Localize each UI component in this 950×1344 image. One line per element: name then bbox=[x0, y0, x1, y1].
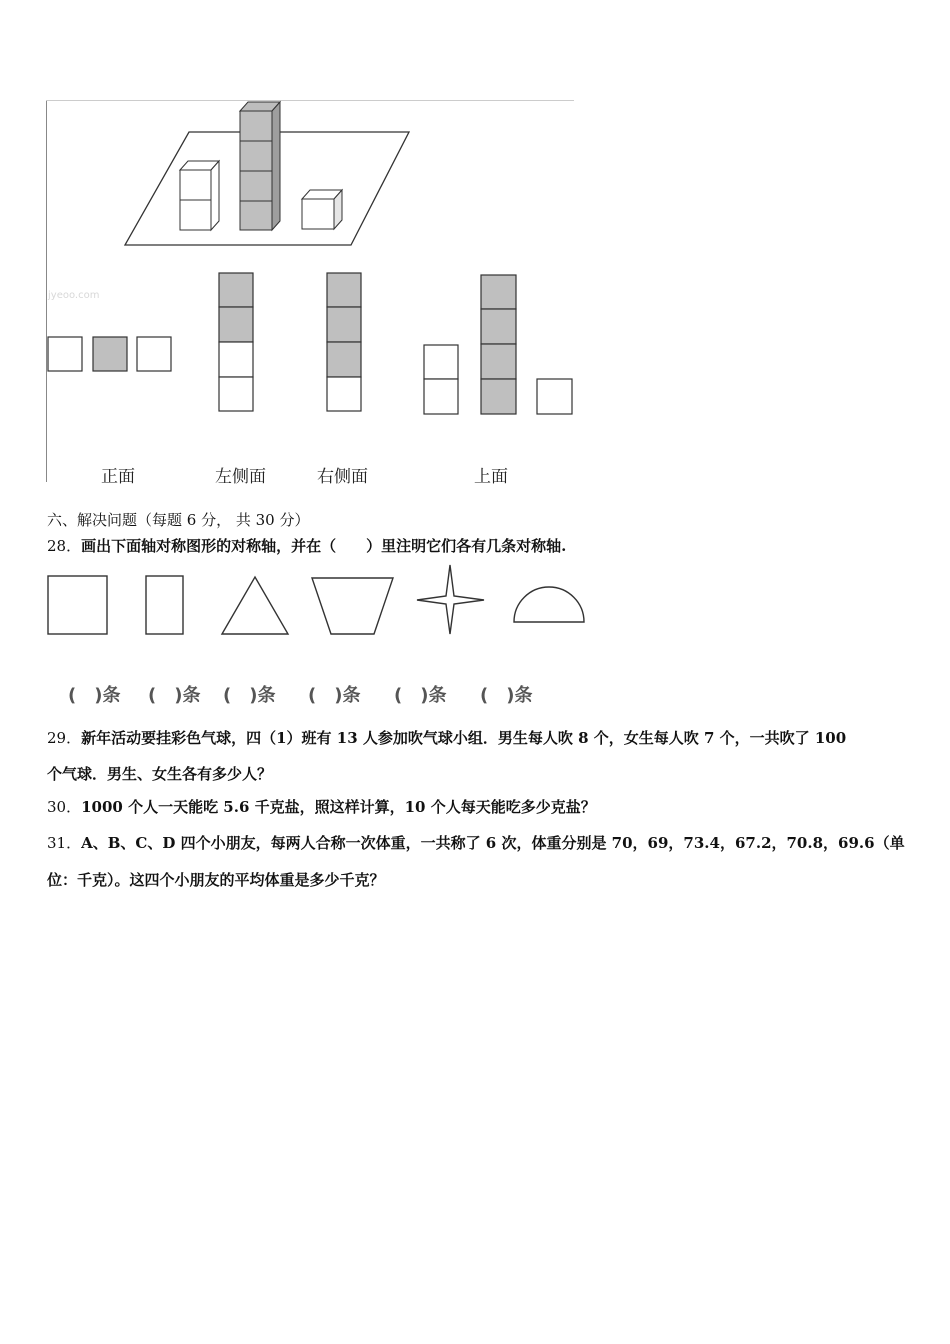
rectangle-icon bbox=[146, 576, 183, 634]
semicircle-icon bbox=[514, 587, 584, 622]
question-text: 新年活动要挂彩色气球，四（1）班有 13 人参加吹气球小组．男生每人吹 8 个，女生每人吹 7 个，一共吹了 100 bbox=[81, 729, 847, 747]
view-option-4 bbox=[424, 275, 572, 414]
question-28 bbox=[47, 535, 566, 556]
triangle-icon bbox=[222, 577, 288, 634]
question-number: 31． bbox=[47, 834, 82, 852]
symmetry-shapes-row bbox=[40, 562, 600, 642]
question-31-line-2: 位：千克）。这四个小朋友的平均体重是多少千克？ bbox=[47, 871, 385, 889]
view-option-2 bbox=[219, 273, 253, 411]
question-text: A、B、C、D 四个小朋友，每两人合称一次体重，一共称了 6 次，体重分别是 70，69，73.4，67.2，70.8，69.6（单 bbox=[81, 834, 905, 852]
cube-stack-left bbox=[180, 161, 219, 230]
cube-views-figure bbox=[46, 100, 574, 482]
answer-blank-2[interactable]: ( )条 bbox=[148, 685, 201, 706]
view-option-1 bbox=[48, 337, 171, 371]
section-heading: 六、解决问题（每题 6 分， 共 30 分） bbox=[47, 511, 310, 529]
answer-blank-6[interactable]: ( )条 bbox=[480, 685, 533, 706]
question-30 bbox=[47, 796, 596, 817]
cube-single-right bbox=[302, 190, 342, 229]
square-icon bbox=[48, 576, 107, 634]
view-label-left-side: 左侧面 bbox=[215, 467, 266, 487]
question-29-line-1 bbox=[47, 727, 846, 748]
answer-blank-4[interactable]: ( )条 bbox=[308, 685, 361, 706]
view-option-3 bbox=[327, 273, 361, 411]
question-text: 1000 个人一天能吃 5.6 千克盐，照这样计算，10 个人每天能吃多少克盐？ bbox=[81, 798, 596, 816]
question-text: 画出下面轴对称图形的对称轴，并在（ ）里注明它们各有几条对称轴. bbox=[81, 537, 567, 555]
cube-stack-tall bbox=[240, 102, 280, 230]
question-number: 28． bbox=[47, 537, 82, 555]
question-number: 29． bbox=[47, 729, 82, 747]
trapezoid-icon bbox=[312, 578, 393, 634]
question-31-line-1 bbox=[47, 832, 905, 853]
watermark-text: jyeoo.com bbox=[48, 290, 100, 301]
question-number: 30． bbox=[47, 798, 82, 816]
answer-blank-1[interactable]: ( )条 bbox=[68, 685, 121, 706]
view-label-top: 上面 bbox=[474, 467, 508, 487]
four-point-star-icon bbox=[417, 565, 484, 634]
answer-blank-3[interactable]: ( )条 bbox=[223, 685, 276, 706]
view-label-right-side: 右侧面 bbox=[317, 467, 368, 487]
question-29-line-2: 个气球．男生、女生各有多少人？ bbox=[47, 765, 273, 783]
view-label-front: 正面 bbox=[101, 467, 135, 487]
answer-blank-5[interactable]: ( )条 bbox=[394, 685, 447, 706]
